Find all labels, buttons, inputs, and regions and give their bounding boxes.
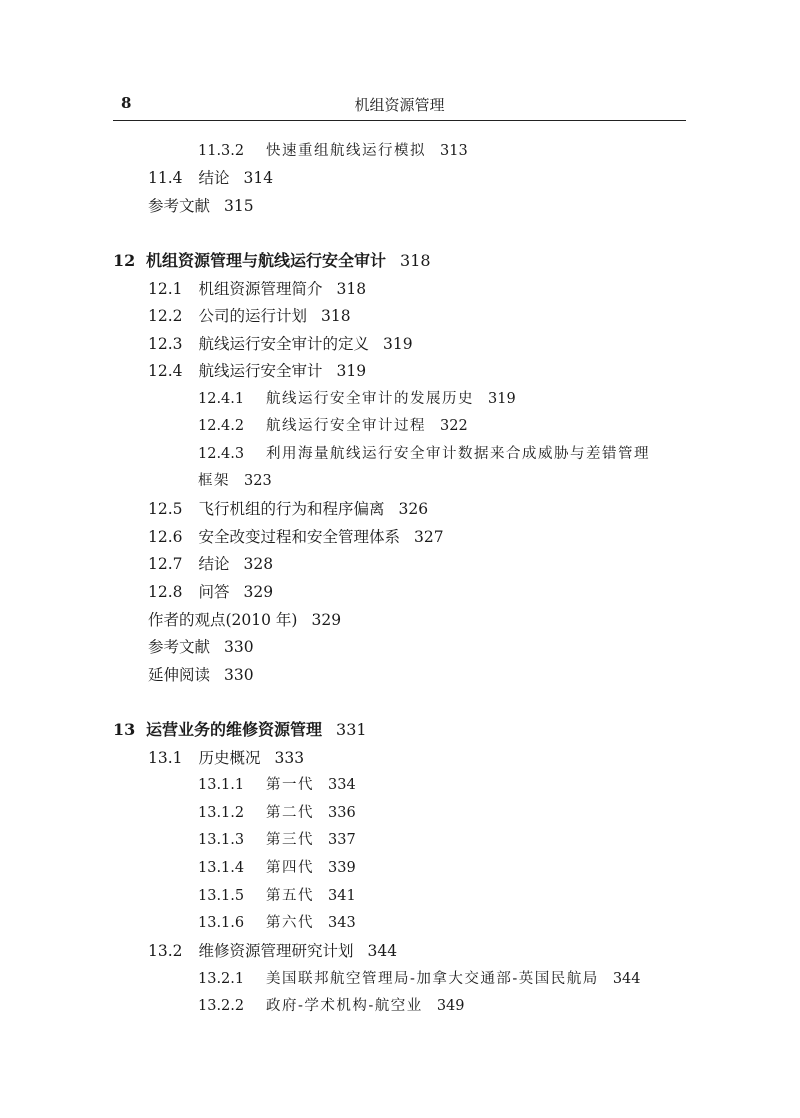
toc-entry-number: 12.6 [148, 528, 183, 546]
toc-entry-title: 第六代 [266, 915, 314, 931]
toc-entry-title: 第四代 [266, 860, 314, 876]
toc-entry-title: 维修资源管理研究计划 [198, 942, 354, 960]
toc-entry-title: 航线运行安全审计的发展历史 [266, 391, 474, 407]
toc-entry-number: 13.1.5 [198, 888, 245, 904]
toc-entry-title: 框架 [198, 473, 230, 489]
toc-entry-number: 12.8 [148, 583, 183, 601]
toc-entry-number: 12.3 [148, 335, 183, 353]
toc-entry-title: 政府-学术机构-航空业 [266, 998, 423, 1014]
toc-entry[interactable] [148, 665, 254, 685]
toc-entry-number: 13.1.3 [198, 832, 245, 848]
toc-entry-page: 315 [224, 197, 254, 215]
toc-entry-number: 13.2.1 [198, 971, 245, 987]
toc-entry[interactable] [148, 168, 273, 188]
toc-entry-number: 13.1.2 [198, 805, 245, 821]
toc-entry-number: 13.1.4 [198, 860, 245, 876]
toc-entry-number: 12.5 [148, 500, 183, 518]
toc-entry-title: 公司的运行计划 [198, 307, 308, 325]
toc-entry-title: 安全改变过程和安全管理体系 [198, 528, 401, 546]
toc-entry[interactable] [198, 389, 516, 409]
toc-entry-page: 334 [328, 777, 356, 793]
toc-entry-number: 12.1 [148, 280, 183, 298]
toc-entry-page: 318 [336, 280, 367, 298]
toc-entry-page: 349 [436, 998, 465, 1014]
toc-entry-title: 历史概况 [198, 749, 261, 767]
toc-entry-page: 319 [383, 335, 413, 353]
toc-entry-page: 339 [328, 860, 356, 876]
toc-chapter-entry[interactable] [113, 251, 431, 271]
toc-entry-title: 第五代 [266, 888, 314, 904]
toc-entry-page: 313 [440, 143, 468, 159]
running-title: 机组资源管理 [354, 96, 445, 114]
toc-entry-page: 326 [398, 500, 429, 518]
toc-entry-page: 343 [328, 915, 356, 931]
toc-entry[interactable] [198, 471, 272, 491]
toc-entry-title: 参考文献 [148, 638, 211, 656]
toc-entry-page: 331 [336, 720, 367, 739]
toc-entry-title: 结论 [198, 555, 230, 573]
toc-entry-page: 322 [440, 418, 468, 434]
toc-entry-page: 318 [321, 307, 351, 325]
toc-entry-number: 13.2 [148, 942, 183, 960]
toc-entry-title: 运营业务的维修资源管理 [146, 720, 323, 739]
toc-entry-title: 利用海量航线运行安全审计数据来合成威胁与差错管理 [266, 446, 650, 462]
toc-entry[interactable] [148, 196, 254, 216]
toc-entry-page: 328 [243, 555, 274, 573]
toc-entry[interactable] [148, 941, 397, 961]
toc-entry-title: 延伸阅读 [148, 666, 211, 684]
toc-entry-page: 344 [367, 942, 398, 960]
toc-entry[interactable] [148, 527, 444, 547]
toc-entry-number: 12.7 [148, 555, 183, 573]
toc-entry[interactable] [198, 969, 641, 989]
toc-entry-title: 航线运行安全审计过程 [266, 418, 426, 434]
toc-entry[interactable] [148, 361, 366, 381]
toc-entry-number: 12.4.3 [198, 446, 245, 462]
toc-entry-page: 333 [274, 749, 305, 767]
toc-entry-title: 美国联邦航空管理局-加拿大交通部-英国民航局 [266, 971, 599, 987]
toc-entry-title: 第一代 [266, 777, 314, 793]
toc-entry-title: 飞行机组的行为和程序偏离 [198, 500, 385, 518]
toc-entry-page: 330 [224, 666, 254, 684]
toc-entry-page: 318 [400, 251, 431, 270]
toc-entry-title: 机组资源管理简介 [198, 280, 323, 298]
toc-entry[interactable] [148, 499, 428, 519]
toc-entry[interactable] [198, 444, 650, 464]
toc-entry-page: 319 [336, 362, 367, 380]
toc-entry[interactable] [198, 913, 356, 933]
toc-entry-page: 341 [328, 888, 356, 904]
toc-entry[interactable] [148, 306, 351, 326]
toc-entry-page: 329 [243, 583, 274, 601]
toc-entry-number: 12.2 [148, 307, 183, 325]
toc-entry[interactable] [148, 582, 273, 602]
toc-entry-page: 314 [243, 169, 274, 187]
toc-entry[interactable] [198, 775, 356, 795]
toc-entry-page: 327 [414, 528, 444, 546]
toc-entry-title: 快速重组航线运行模拟 [266, 143, 426, 159]
toc-entry-title: 航线运行安全审计 [198, 362, 323, 380]
toc-entry[interactable] [198, 803, 356, 823]
toc-entry[interactable] [148, 748, 304, 768]
toc-entry[interactable] [198, 886, 356, 906]
toc-entry-number: 12 [113, 251, 136, 270]
toc-entry-title: 航线运行安全审计的定义 [198, 335, 370, 353]
toc-entry-number: 13.1 [148, 749, 183, 767]
toc-entry-number: 13.1.1 [198, 777, 245, 793]
toc-entry-title: 第二代 [266, 805, 314, 821]
toc-entry-page: 344 [612, 971, 641, 987]
toc-entry-number: 13.2.2 [198, 998, 245, 1014]
toc-entry[interactable] [148, 610, 341, 630]
toc-entry[interactable] [148, 334, 413, 354]
toc-entry[interactable] [198, 830, 356, 850]
page-header [113, 92, 686, 121]
page-number: 8 [121, 94, 132, 112]
toc-entry-title: 参考文献 [148, 197, 211, 215]
toc-entry-number: 12.4.2 [198, 418, 245, 434]
toc-entry-number: 12.4 [148, 362, 183, 380]
toc-entry-title: 结论 [198, 169, 230, 187]
toc-entry[interactable] [198, 416, 468, 436]
toc-entry-title: 机组资源管理与航线运行安全审计 [146, 251, 387, 270]
toc-entry-page: 319 [488, 391, 516, 407]
toc-entry[interactable] [148, 554, 273, 574]
toc-entry[interactable] [198, 858, 356, 878]
toc-entry-page: 329 [311, 611, 342, 629]
toc-entry-title: 第三代 [266, 832, 314, 848]
toc-entry[interactable] [198, 141, 468, 161]
toc-entry-page: 336 [328, 805, 356, 821]
toc-entry-page: 330 [224, 638, 254, 656]
toc-entry[interactable] [148, 279, 366, 299]
toc-entry-number: 11.4 [148, 169, 183, 187]
toc-entry-title: 作者的观点(2010 年) [148, 611, 298, 629]
toc-entry-title: 问答 [198, 583, 230, 601]
toc-entry-page: 337 [328, 832, 356, 848]
toc-entry[interactable] [148, 637, 254, 657]
toc-entry-number: 13.1.6 [198, 915, 245, 931]
toc-entry-number: 12.4.1 [198, 391, 245, 407]
toc-entry[interactable] [198, 996, 465, 1016]
toc-entry-page: 323 [244, 473, 272, 489]
toc-chapter-entry[interactable] [113, 720, 367, 740]
toc-entry-number: 11.3.2 [198, 143, 245, 159]
toc-entry-number: 13 [113, 720, 136, 739]
